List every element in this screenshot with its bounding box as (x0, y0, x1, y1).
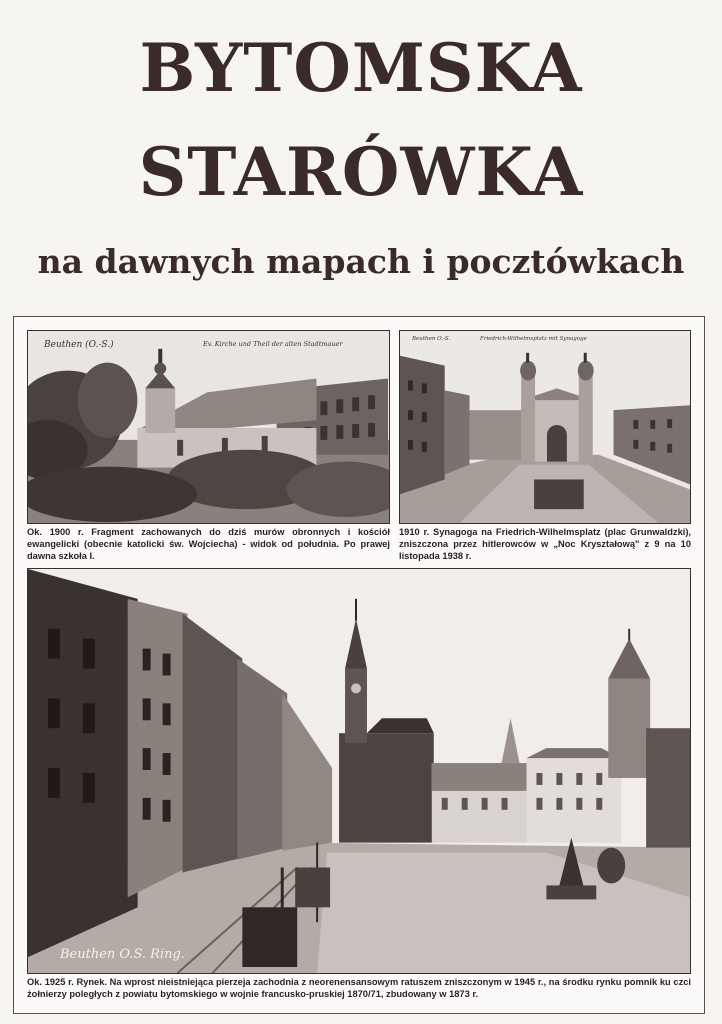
caption-church-walls: Ok. 1900 r. Fragment zachowanych do dziś murów obronnych i kościół ewangelicki (obecnie katolicki św. Wojciecha) - widok od południa. Po prawej dawna szkoła I. (27, 527, 390, 561)
synagogue-illustration (400, 331, 690, 523)
title-line-2: STARÓWKA (138, 133, 584, 211)
subtitle: na dawnych mapach i pocztówkach (37, 242, 685, 281)
photo-synagogue (399, 330, 691, 524)
caption-synagogue: 1910 r. Synagoga na Friedrich-Wilhelmsplatz (plac Grunwaldzki), zniszczona przez hitlerowców w „Noc Kryształową" z 9 na 10 listopada 1938 r. (399, 527, 691, 561)
postcard-caption-left: Beuthen (O.-S.) (44, 340, 114, 350)
photo-church-walls (27, 330, 390, 524)
market-square-illustration (28, 569, 690, 973)
church-illustration (28, 331, 389, 523)
postcard-caption-left: Beuthen O.S. Ring. (60, 947, 185, 962)
title-line-1: BYTOMSKA (139, 29, 583, 107)
postcard-caption-right: Ev. Kirche und Theil der alten Stadtmauer (203, 340, 343, 348)
postcard-caption-right: Friedrich-Wilhelmsplatz mit Synagoge (480, 336, 587, 342)
photo-market-square (27, 568, 691, 974)
postcard-caption-left: Beuthen O.-S. (412, 336, 451, 342)
caption-market-square: Ok. 1925 r. Rynek. Na wprost nieistniejąca pierzeja zachodnia z neorenensansowym ratuszem zniszczonym w 1945 r., na środku rynku pomnik ku czci żołnierzy poległych z powiatu bytomskiego w wojnie francusko-pruskiej 1870/71, zbudowany w 1873 r. (27, 977, 691, 999)
